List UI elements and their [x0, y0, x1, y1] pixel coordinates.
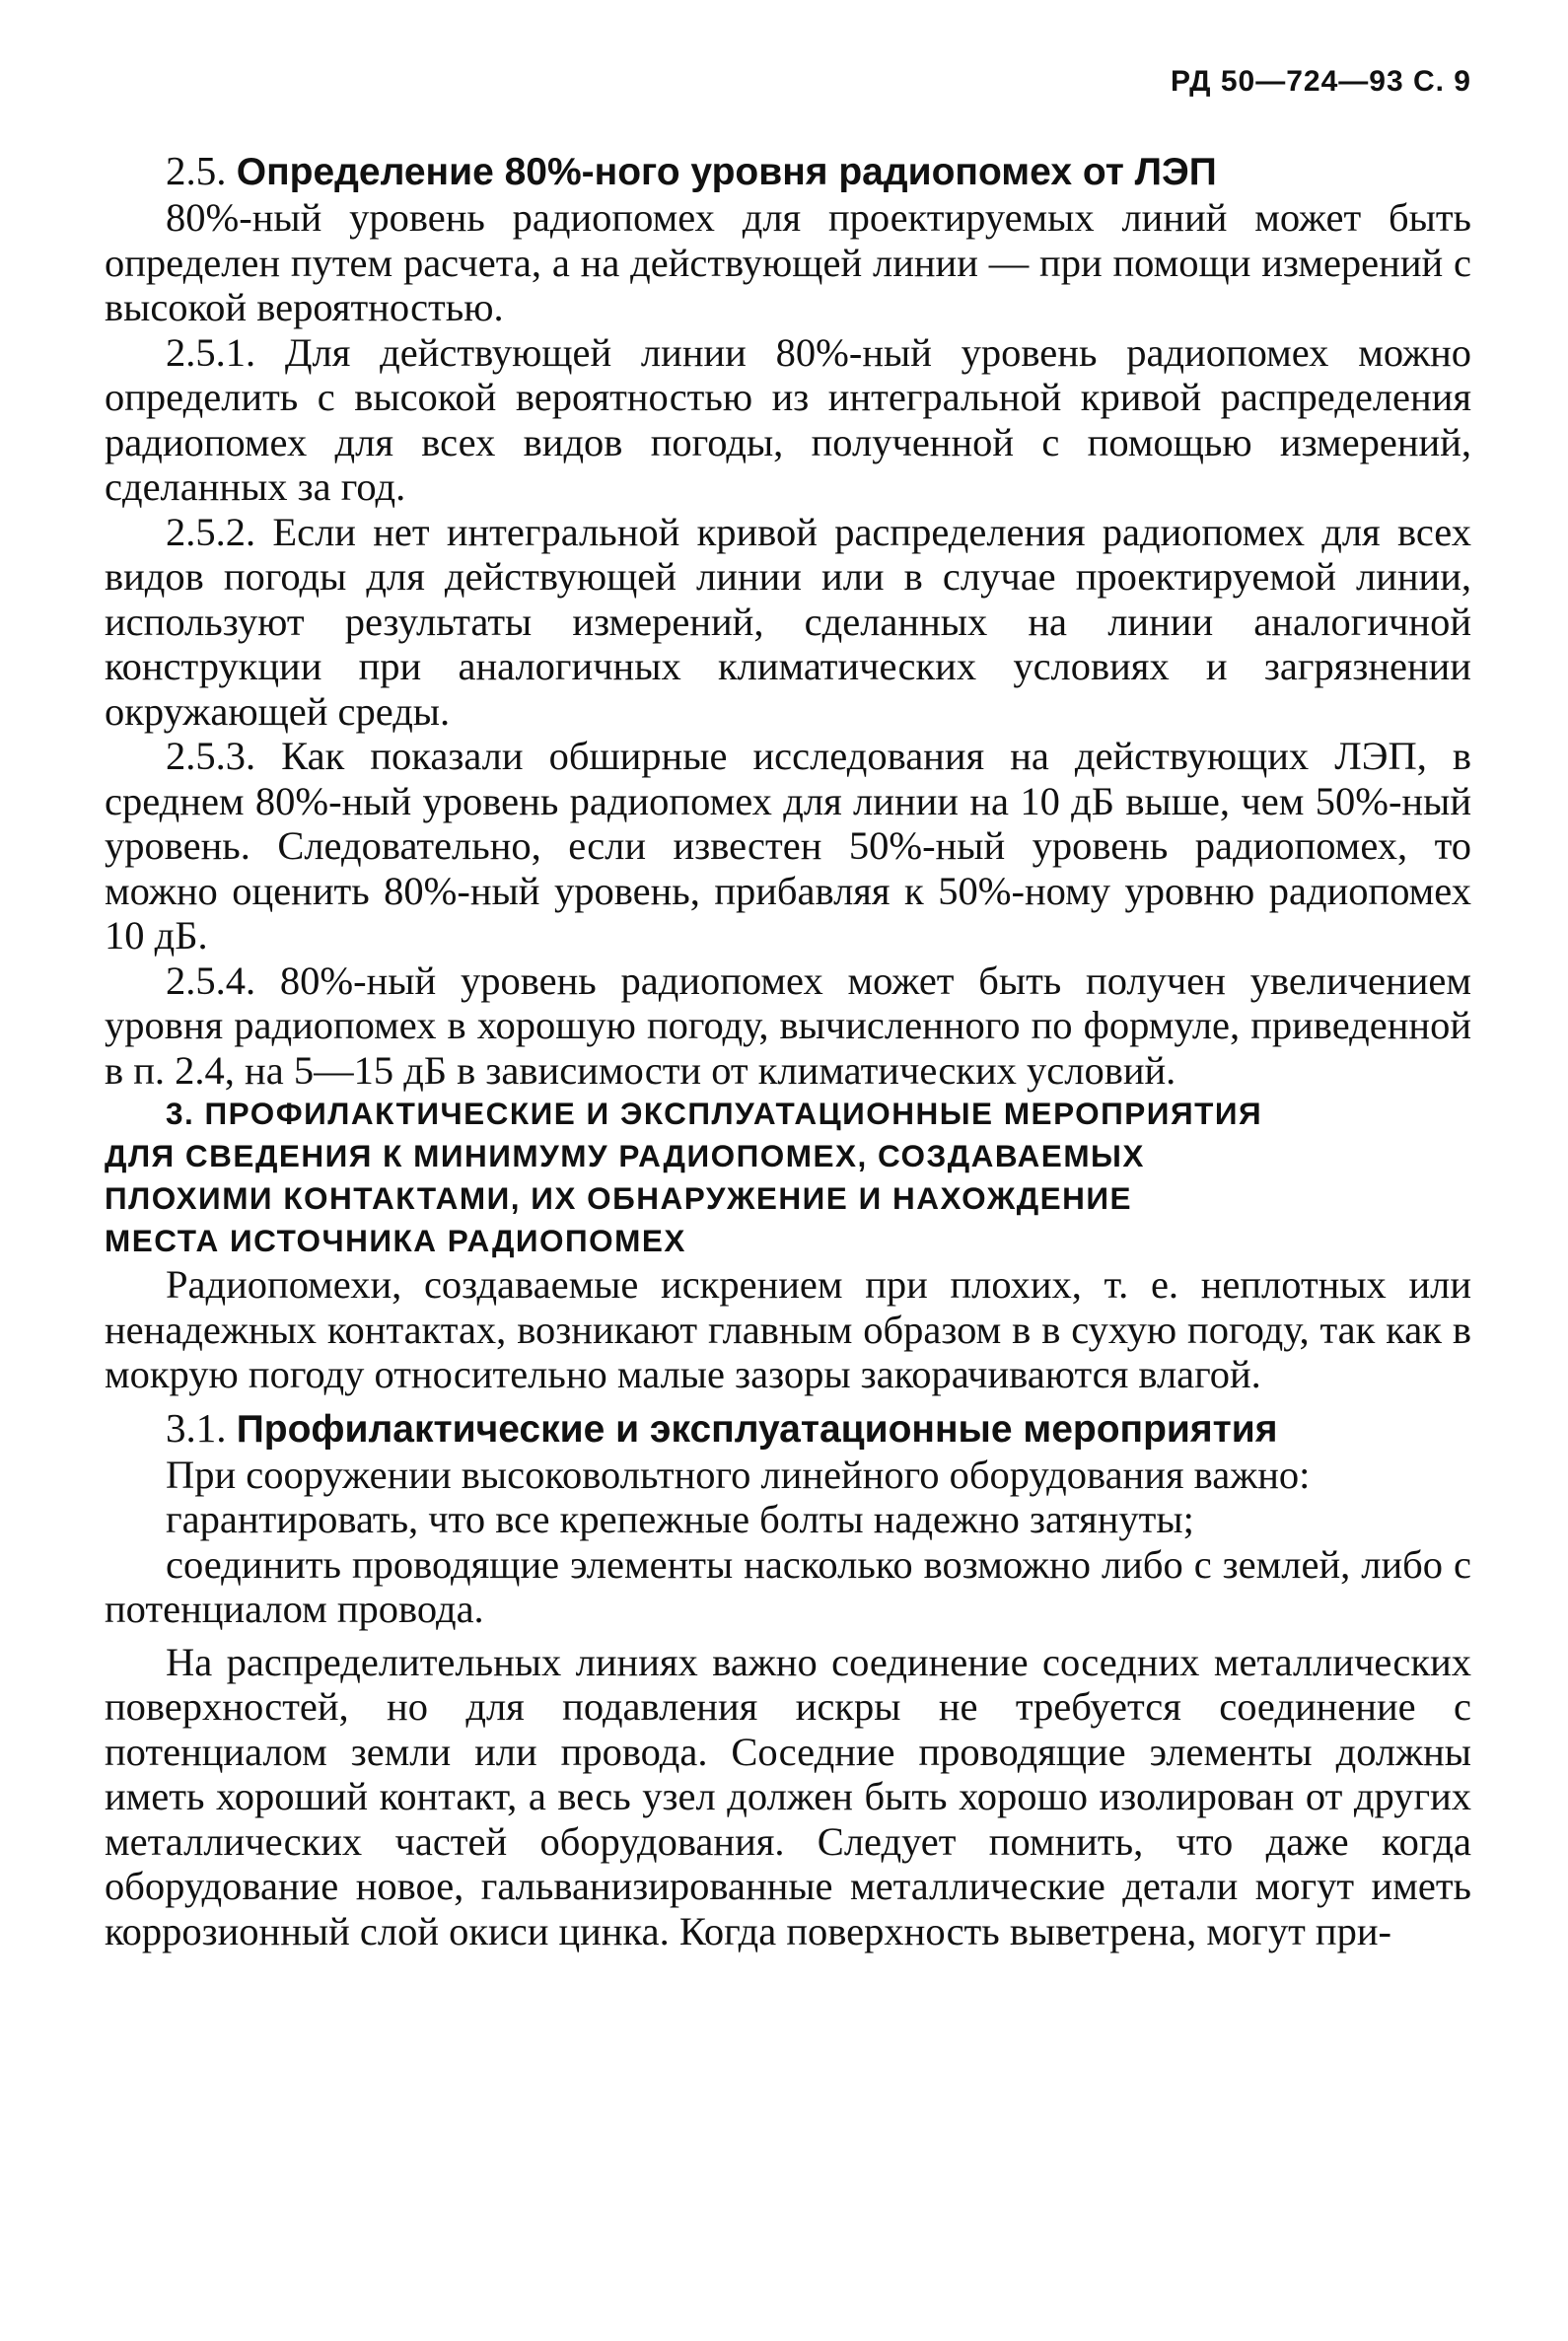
paragraph-3-intro: Радиопомехи, создаваемые искрением при плохих, т. е. неплотных или ненадежных контактах, возникают главным образом в в сухую погоду, так как в мокрую погоду относительно малые зазоры закорачиваются влагой. — [105, 1262, 1471, 1396]
paragraph-3-1-lead: При сооружении высоковольтного линейного оборудования важно: — [166, 1452, 1311, 1497]
paragraph-2-5-4: 2.5.4. 80%-ный уровень радиопомех может быть получен увеличением уровня радиопомех в хорошую погоду, вычисленного по формуле, приведенной в п. 2.4, на 5—15 дБ в зависимости от климатических условий. — [105, 958, 1471, 1093]
paragraph-2-5-2: 2.5.2. Если нет интегральной кривой распределения радиопомех для всех видов погоды для действующей линии или в случае проектируемой линии, используют результаты измерений, сделанных на линии аналогичной конструкции при аналогичных климатических условиях и загрязнении окружающей среды. — [105, 509, 1471, 734]
subsection-title: Определение 80%-ного уровня радиопомех от ЛЭП — [236, 151, 1217, 193]
subsection-heading-3-1 — [105, 1405, 1471, 1453]
subsection-number: 2.5. — [166, 148, 227, 193]
list-item-conductors: соединить проводящие элементы насколько возможно либо с землей, либо с потенциалом провода. — [105, 1541, 1471, 1631]
paragraph-2-5-1: 2.5.1. Для действующей линии 80%-ный уровень радиопомех можно определить с высокой вероятностью из интегральной кривой распределения радиопомех для всех видов погоды, полученной с помощью измерений, сделанных за год. — [105, 329, 1471, 509]
subsection-title: Профилактические и эксплуатационные мероприятия — [236, 1407, 1278, 1451]
running-head: РД 50—724—93 С. 9 — [1171, 65, 1471, 98]
subsection-number: 3.1. — [166, 1404, 227, 1451]
paragraph-distribution-lines: На распределительных линиях важно соединение соседних металлических поверхностей, но для подавления искры не требуется соединение с потенциалом земли или провода. Соседние проводящие элементы должны иметь хороший контакт, а весь узел должен быть хорошо изолирован от других металлических частей оборудования. Следует помнить, что даже когда оборудование новое, гальванизированные металлические детали могут иметь коррозионный слой окиси цинка. Когда поверхность выветрена, могут при- — [105, 1639, 1471, 1953]
paragraph-2-5-intro: 80%-ный уровень радиопомех для проектируемых линий может быть определен путем расчета, а на действующей линии — при помощи измерений с высокой вероятностью. — [105, 195, 1471, 329]
paragraph-2-5-3: 2.5.3. Как показали обширные исследования на действующих ЛЭП, в среднем 80%-ный уровень радиопомех для линии на 10 дБ выше, чем 50%-ный уровень. Следовательно, если известен 50%-ный уровень радиопомех, то можно оценить 80%-ный уровень, прибавляя к 50%-ному уровню радиопомех 10 дБ. — [105, 734, 1471, 958]
list-item-bolts: гарантировать, что все крепежные болты надежно затянуты; — [166, 1497, 1194, 1541]
subsection-heading-2-5 — [105, 148, 1471, 195]
body-text — [105, 148, 1471, 1953]
section-3-title: 3. ПРОФИЛАКТИЧЕСКИЕ И ЭКСПЛУАТАЦИОННЫЕ МЕРОПРИЯТИЯ ДЛЯ СВЕДЕНИЯ К МИНИМУМУ РАДИОПОМЕХ, СОЗДАВАЕМЫХ ПЛОХИМИ КОНТАКТАМИ, ИХ ОБНАРУЖЕНИЕ И НАХОЖДЕНИЕ МЕСТА ИСТОЧНИКА РАДИОПОМЕХ — [105, 1096, 1263, 1258]
